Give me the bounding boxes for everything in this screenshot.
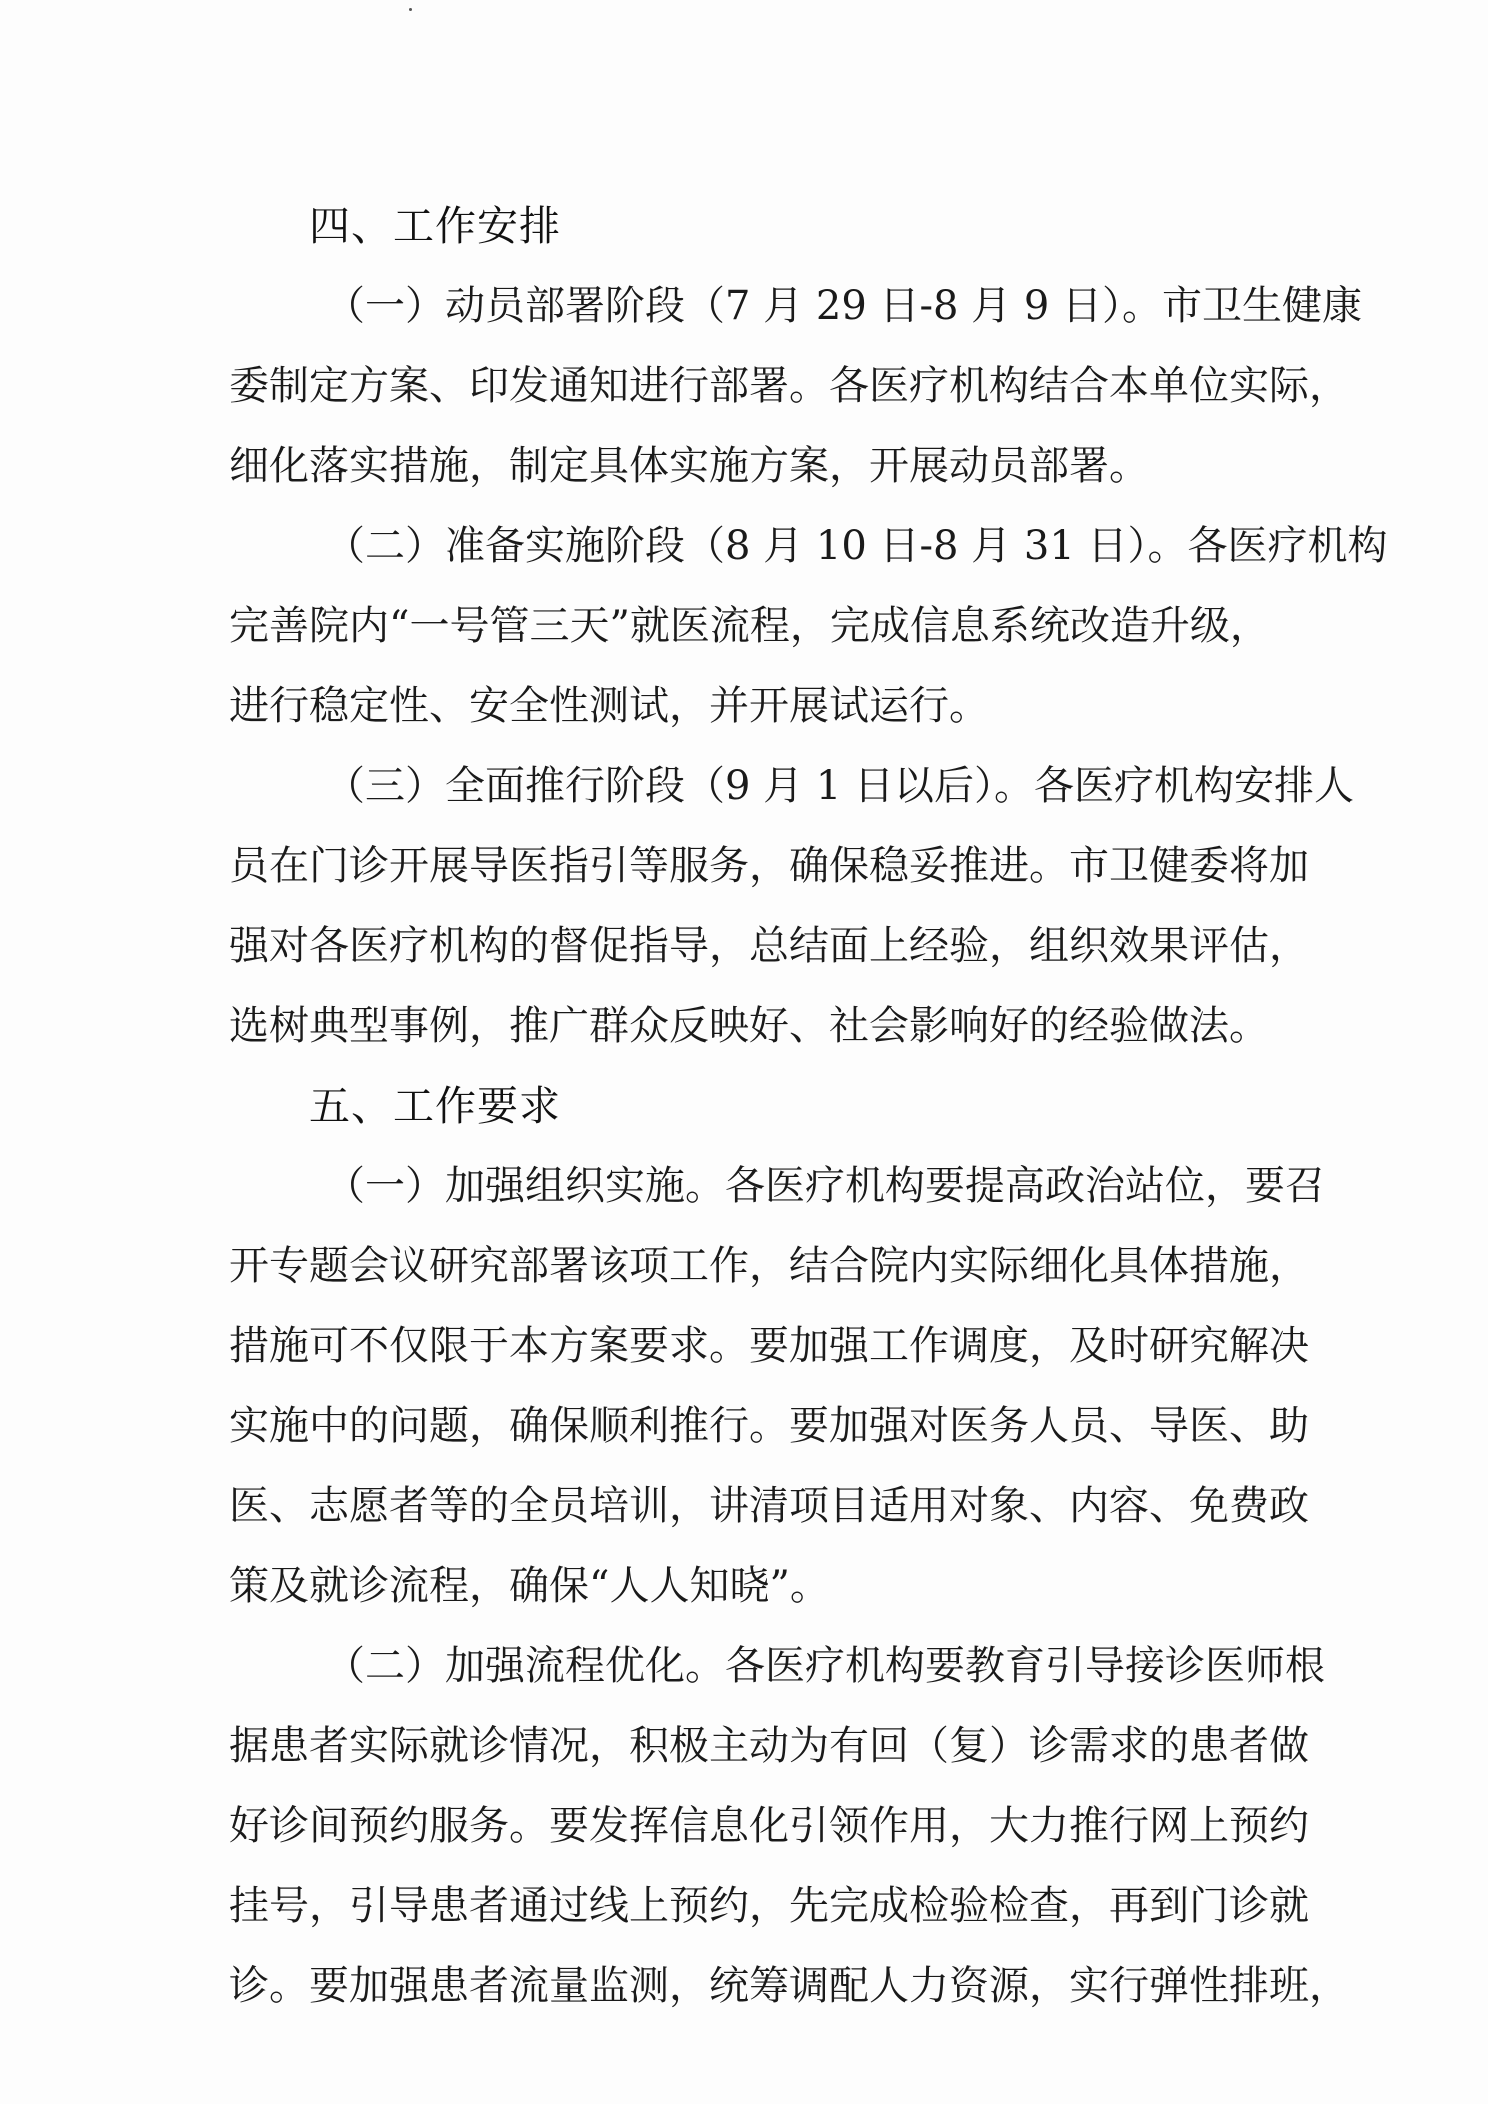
paragraph-organization-implementation — [229, 1146, 1325, 1626]
text-line: （三）全面推行阶段（9 月 1 日以后）。各医疗机构安排人 — [325, 763, 1355, 809]
text-line: 选树典型事例，推广群众反映好、社会影响好的经验做法。 — [229, 1003, 1269, 1049]
text-line: 员在门诊开展导医指引等服务，确保稳妥推进。市卫健委将加 — [229, 843, 1309, 889]
text-line: 好诊间预约服务。要发挥信息化引领作用，大力推行网上预约 — [229, 1803, 1309, 1849]
paragraph-mobilization-stage — [229, 266, 1363, 506]
text-line: 细化落实措施，制定具体实施方案，开展动员部署。 — [229, 443, 1149, 489]
text-line: 策及就诊流程，确保“人人知晓”。 — [229, 1563, 830, 1609]
paragraph-preparation-stage — [229, 506, 1388, 746]
text-line: 挂号，引导患者通过线上预约，先完成检验检查，再到门诊就 — [229, 1883, 1309, 1929]
section-heading-work-requirements: 五、工作要求 — [309, 1082, 561, 1130]
text-line: （一）动员部署阶段（7 月 29 日-8 月 9 日）。市卫生健康 — [325, 283, 1363, 329]
document-body — [229, 186, 1388, 2026]
text-line: （二）准备实施阶段（8 月 10 日-8 月 31 日）。各医疗机构 — [325, 523, 1388, 569]
text-line: 开专题会议研究部署该项工作，结合院内实际细化具体措施， — [229, 1243, 1309, 1289]
text-line: （二）加强流程优化。各医疗机构要教育引导接诊医师根 — [325, 1643, 1325, 1689]
scan-speck — [409, 8, 412, 11]
text-line: 措施可不仅限于本方案要求。要加强工作调度，及时研究解决 — [229, 1323, 1309, 1369]
text-line: 实施中的问题，确保顺利推行。要加强对医务人员、导医、助 — [229, 1403, 1309, 1449]
text-line: 委制定方案、印发通知进行部署。各医疗机构结合本单位实际， — [229, 363, 1349, 409]
paragraph-process-optimization — [229, 1626, 1349, 2026]
text-line: （一）加强组织实施。各医疗机构要提高政治站位，要召 — [325, 1163, 1325, 1209]
text-line: 诊。要加强患者流量监测，统筹调配人力资源，实行弹性排班， — [229, 1963, 1349, 2009]
text-line: 强对各医疗机构的督促指导，总结面上经验，组织效果评估， — [229, 923, 1309, 969]
section-heading-work-arrangement: 四、工作安排 — [309, 202, 561, 250]
text-line: 完善院内“一号管三天”就医流程，完成信息系统改造升级， — [229, 603, 1270, 649]
text-line: 医、志愿者等的全员培训，讲清项目适用对象、内容、免费政 — [229, 1483, 1309, 1529]
text-line: 据患者实际就诊情况，积极主动为有回（复）诊需求的患者做 — [229, 1723, 1309, 1769]
text-line: 进行稳定性、安全性测试，并开展试运行。 — [229, 683, 989, 729]
paragraph-full-rollout-stage — [229, 746, 1355, 1066]
